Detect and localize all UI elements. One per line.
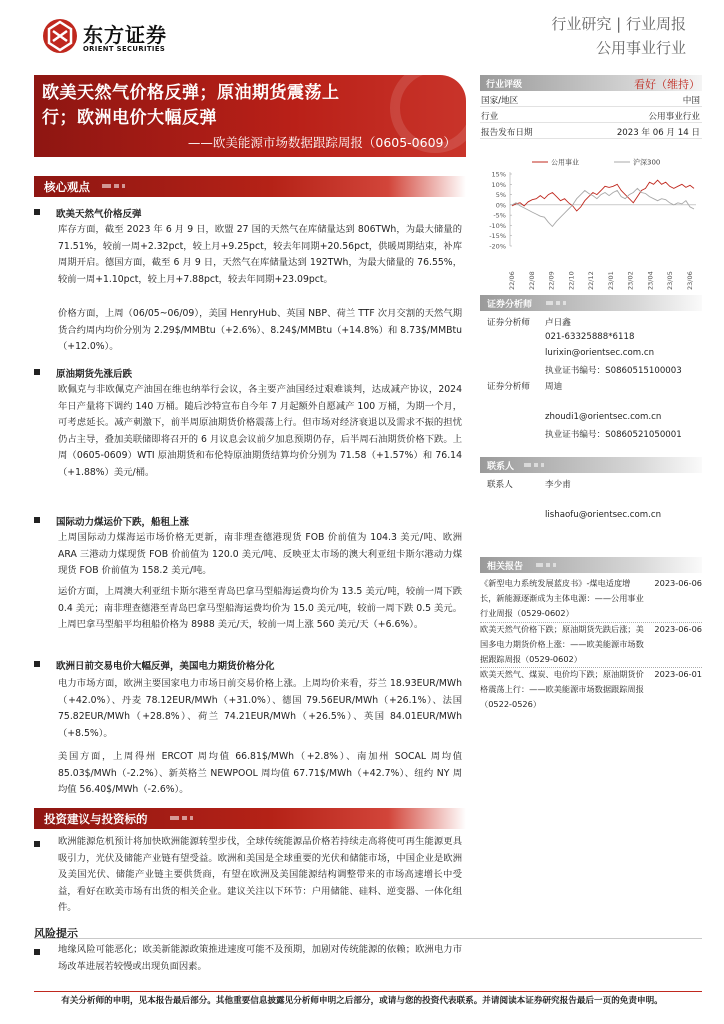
section-dots (524, 463, 547, 474)
para-oil: 欧佩克与非欧佩克产油国在维也纳举行会议，各主要产油国经过艰难谈判，达成减产协议，2024 年日产量将下调约 140 万桶。随后沙特宣布自今年 7 月起额外自愿减产 100 万桶，为期一个月，可考虑延长。减产刺激下，前半周原油期货价格震荡上行。但市场对经济衰退以及需求不振的担忧仍占主导，叠加美联储即将召开的 6 月议息会议前夕加息预期仍存，后半周石油期货价格下跌。上周（0605-0609）WTI 原油期货和布伦特原油期货结算均价分别为 71.58（+1.57%）和 76.14（+1.88%）美元/桶。 (58, 384, 462, 478)
x-tick-label: 23/04 (646, 271, 655, 290)
related-report-item[interactable] (480, 576, 702, 622)
analyst-name: 卢日鑫 (545, 318, 571, 328)
related-report-item[interactable] (480, 667, 702, 713)
x-tick-label: 23/05 (666, 271, 675, 290)
para-coal-price: 上周国际动力煤海运市场价格无更新，南非理查德港现货 FOB 价前值为 104.3 美元/吨、欧洲 ARA 三港动力煤现货 FOB 价前值为 120.0 美元/吨、反映亚太市场的澳大利亚纽卡斯尔港动力煤现货 FOB 价前值为 158.2 美元/吨。 (58, 532, 462, 576)
analyst-header-title: 证券分析师 (487, 300, 533, 310)
section-dots (170, 816, 198, 822)
related-report-date: 2023-06-06 (654, 578, 702, 588)
para-freight: 运价方面，上周澳大利亚纽卡斯尔港至青岛巴拿马型船海运费均价为 13.5 美元/吨，较前一周下跌 0.4 美元；南非理查德港至青岛巴拿马型船海运费均价为 15.0 美元/吨，较前一周下跌 0.5 美元。上周巴拿马型船平均租船价格为 8988 美元/天，较前一周上涨 560 美元/天（+6.6%）。 (58, 586, 462, 630)
title-banner (34, 75, 466, 157)
meta-row (480, 107, 702, 123)
section-dots (536, 563, 559, 574)
contact-label: 联系人 (487, 480, 513, 490)
legend-label: 公用事业 (551, 158, 579, 167)
rating-label: 行业评级 (486, 80, 523, 90)
analyst-name: 周迪 (545, 382, 563, 392)
rating-header (480, 75, 702, 91)
x-tick-label: 22/06 (508, 271, 516, 290)
analyst-email[interactable]: lurixin@orientsec.com.cn (545, 348, 655, 358)
company-logo (42, 18, 192, 58)
bullet-shipping-text: 国际动力煤运价下跌，船租上涨 (56, 517, 190, 528)
para-us-power: 美国方面，上周得州 ERCOT 周均值 66.81$/MWh（+2.8%）、南加州 SOCAL 周均值 85.03$/MWh（-2.2%）、新英格兰 NEWPOOL 周均值 67.71$/MWh（+42.7%）、纽约 NY 周均值 56.40$/MWh（-2.6%）。 (58, 751, 462, 795)
series-line (512, 188, 694, 226)
para-invest: 欧洲能源危机预计将加快欧洲能源转型步伐，全球传统能源品价格若持续走高将使可再生能源更具吸引力，光伏及储能产业链有望受益。欧洲和美国是全球重要的光伏和储能市场，中国企业是欧洲及美国光伏、储能产业链主要供货商，有望在欧洲及美国能源结构调整带来的市场高速增长中受益，看好在欧美市场有出货的相关企业。建议关注以下环节：户用储能、硅料、逆变器、一体化组件。 (58, 836, 462, 913)
related-header (480, 557, 702, 573)
bullet-shipping (34, 514, 189, 528)
section-invest-title: 投资建议与投资标的 (44, 812, 148, 826)
para-risk: 地缘风险可能恶化；欧美新能源政策推进速度可能不及预期，加剧对传统能源的依赖；欧洲电力市场改革进展若较慢或出现负面因素。 (58, 944, 462, 972)
para-gas-inventory: 库存方面，截至 2023 年 6 月 9 日，欧盟 27 国的天然气在库储量达到 806TWh，为最大储量的 71.51%，较前一周+2.32pct，较上月+9.25pct，较去年同期+20.56pct，供暖周期结束，补库周期开启。德国方面，截至 6 月 9 日，天然气在库储量达到 192TWh，为最大储量的 76.55%，较前一周+1.10pct，较上月+7.88pct，较去年同期+23.09pct。 (58, 224, 462, 285)
y-tick-label: 10% (491, 180, 506, 189)
section-core-header (34, 176, 466, 197)
x-tick-label: 23/02 (626, 271, 635, 290)
report-subtitle: ——欧美能源市场数据跟踪周报（0605-0609） (187, 135, 456, 150)
x-tick-label: 22/09 (547, 271, 556, 290)
related-report-item[interactable] (480, 622, 702, 668)
industry-rating-table (480, 75, 702, 139)
related-report-date: 2023-06-01 (654, 669, 702, 679)
bullet-power (34, 658, 275, 672)
section-invest-header (34, 808, 466, 829)
bullet-gas-text: 欧美天然气价格反弹 (56, 209, 142, 220)
bullet-oil-text: 原油期货先涨后跌 (56, 369, 133, 380)
y-tick-label: -5% (493, 211, 506, 220)
related-report-title[interactable]: 欧美天然气、煤炭、电价均下跌；原油期货价格震荡上行：——欧美能源市场数据跟踪周报（0522-0526） (480, 669, 644, 709)
analyst-label: 证券分析师 (487, 382, 530, 392)
bullet-power-text: 欧洲日前交易电价大幅反弹，美国电力期货价格分化 (56, 661, 275, 672)
meta-value: 2023 年 06 月 14 日 (616, 128, 700, 138)
contact-header-title: 联系人 (487, 462, 515, 472)
y-tick-label: -10% (489, 221, 506, 230)
analyst-phone: 021-63325888*6118 (545, 332, 635, 342)
rating-value: 看好（维持） (634, 78, 700, 91)
related-report-title[interactable]: 欧美天然气价格下跌；原油期货先跌后涨；美国多电力期货价格上涨：——欧美能源市场数据跟踪周报（0529-0602） (480, 624, 644, 664)
y-tick-label: 15% (491, 170, 506, 179)
bullet-gas (34, 206, 142, 220)
related-header-title: 相关报告 (487, 562, 524, 572)
analyst-cert: 执业证书编号：S0860515100003 (545, 366, 682, 376)
performance-chart-svg (480, 152, 702, 292)
report-type: 行业研究 | 行业周报 (551, 15, 686, 33)
contact-header (480, 457, 702, 473)
report-title-line2: 行；欧洲电价大幅反弹 (42, 108, 217, 128)
x-tick-label: 23/01 (606, 271, 615, 290)
meta-row (480, 123, 702, 139)
x-tick-label: 22/12 (587, 271, 596, 290)
relative-performance-chart (480, 152, 702, 292)
y-tick-label: -15% (489, 232, 506, 241)
legend-label: 沪深300 (633, 158, 661, 167)
meta-value: 公用事业行业 (648, 112, 700, 122)
y-tick-label: 0% (495, 201, 506, 210)
contact-email[interactable]: lishaofu@orientsec.com.cn (545, 510, 662, 520)
logo-text-cn: 东方证券 (83, 23, 167, 47)
x-tick-label: 22/08 (527, 271, 536, 290)
section-core-title: 核心观点 (44, 180, 90, 194)
logo-text-en: ORIENT SECURITIES (83, 45, 166, 53)
meta-key: 行业 (481, 112, 499, 122)
analyst-email[interactable]: zhoudi1@orientsec.com.cn (545, 412, 662, 422)
orient-logo-icon (42, 18, 78, 54)
report-sector: 公用事业行业 (595, 39, 686, 57)
analyst-header (480, 295, 702, 311)
risk-divider (34, 938, 702, 939)
analyst-cert: 执业证书编号：S0860521050001 (545, 430, 682, 440)
footer-disclaimer: 有关分析师的申明，见本报告最后部分。其他重要信息披露见分析师申明之后部分，或请与您的投资代表联系。并请阅读本证券研究报告最后一页的免责申明。 (61, 996, 663, 1006)
related-report-title[interactable]: 《新型电力系统发展蓝皮书》-煤电适度增长，新能源逐渐成为主体电源：——公用事业行业周报（0529-0602） (480, 578, 644, 618)
meta-key: 报告发布日期 (481, 128, 533, 138)
related-report-date: 2023-06-06 (654, 624, 702, 634)
y-tick-label: 5% (495, 191, 506, 200)
report-title-line1: 欧美天然气价格反弹；原油期货震荡上 (42, 83, 340, 103)
report-category (551, 12, 686, 60)
analyst-label: 证券分析师 (487, 318, 530, 328)
meta-value: 中国 (682, 96, 700, 106)
contact-name: 李少甫 (545, 480, 571, 490)
section-dots (102, 184, 130, 190)
meta-row (480, 91, 702, 107)
y-tick-label: -20% (489, 242, 506, 251)
footer-divider (34, 991, 702, 992)
section-dots (546, 301, 569, 312)
x-tick-label: 22/10 (567, 271, 576, 290)
section-risk-title: 风险提示 (34, 927, 78, 940)
para-gas-price: 价格方面，上周（06/05~06/09），美国 HenryHub、英国 NBP、荷兰 TTF 次月交割的天然气期货合约周内均价分别为 2.29$/MMBtu（+2.6%）、8.24$/MMBtu（+14.8%）和 8.73$/MMBtu（+12.0%）。 (58, 308, 462, 352)
x-tick-label: 23/06 (686, 271, 694, 290)
series-line (512, 180, 694, 211)
meta-key: 国家/地区 (481, 96, 519, 106)
para-eu-power: 电力市场方面，欧洲主要国家电力市场日前交易价格上涨。上周均价来看，芬兰 18.93EUR/MWh（+42.0%）、丹麦 78.12EUR/MWh（+31.0%）、德国 79.56EUR/MWh（+26.1%）、法国 75.82EUR/MWh（+28.8%）、荷兰 74.21EUR/MWh（+26.5%）、英国 84.01EUR/MWh（+8.5%）。 (58, 678, 462, 739)
bullet-oil (34, 366, 132, 380)
